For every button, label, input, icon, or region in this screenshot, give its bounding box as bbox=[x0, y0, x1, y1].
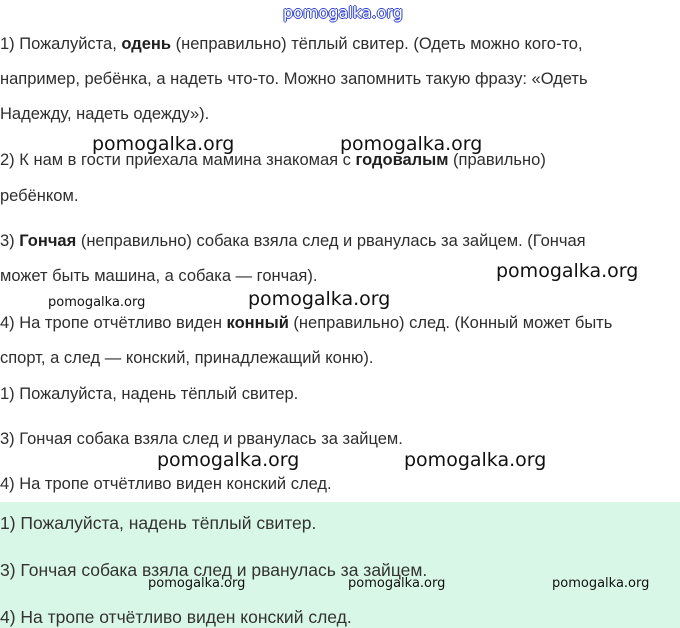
answer-sentence-4: 4) На тропе отчётливо виден конский след. bbox=[0, 607, 352, 627]
highlighted-word: годовалым bbox=[355, 151, 449, 169]
watermark-top: pomogalka.org bbox=[283, 3, 403, 22]
explanation-3-line-1 bbox=[0, 231, 586, 251]
highlighted-word: одень bbox=[121, 35, 172, 53]
watermark: pomogalka.org bbox=[340, 133, 483, 155]
text-segment: (неправильно) собака взяла след и рванулась за зайцем. (Гончая bbox=[76, 232, 586, 250]
explanation-1-line-1 bbox=[0, 34, 583, 54]
watermark: pomogalka.org bbox=[148, 576, 246, 591]
watermark: pomogalka.org bbox=[496, 260, 639, 282]
answer-sentence-3: 3) Гончая собака взяла след и рванулась за зайцем. bbox=[0, 560, 428, 580]
explanation-3-line-2: может быть машина, а собака — гончая). bbox=[0, 267, 318, 285]
watermark: pomogalka.org bbox=[92, 133, 235, 155]
explanation-2-line-1 bbox=[0, 150, 546, 170]
text-segment: 4) На тропе отчётливо виден bbox=[0, 314, 227, 332]
highlighted-word: конный bbox=[226, 314, 289, 332]
corrected-sentence-4: 4) На тропе отчётливо виден конский след. bbox=[0, 475, 332, 493]
answer-box bbox=[0, 502, 680, 628]
watermark: pomogalka.org bbox=[404, 449, 547, 471]
watermark: pomogalka.org bbox=[552, 576, 650, 591]
explanation-4-line-2: спорт, а след — конский, принадлежащий коню). bbox=[0, 349, 374, 367]
answer-sentence-1: 1) Пожалуйста, надень тёплый свитер. bbox=[0, 513, 317, 533]
highlighted-word: Гончая bbox=[19, 232, 77, 250]
watermark: pomogalka.org bbox=[48, 295, 146, 310]
explanation-4-line-1 bbox=[0, 313, 612, 333]
watermark: pomogalka.org bbox=[157, 449, 300, 471]
corrected-sentence-1: 1) Пожалуйста, надень тёплый свитер. bbox=[0, 385, 299, 403]
watermark: pomogalka.org bbox=[348, 576, 446, 591]
text-segment: (неправильно) тёплый свитер. (Одеть можно кого-то, bbox=[171, 35, 583, 53]
text-segment: (неправильно) след. (Конный может быть bbox=[288, 314, 613, 332]
explanation-1-line-3: Надежду, надеть одежду»). bbox=[0, 105, 210, 123]
explanation-1-line-2: например, ребёнка, а надеть что-то. Можно запомнить такую фразу: «Одеть bbox=[0, 70, 588, 88]
text-segment: 2) К нам в гости приехала мамина знакомая с bbox=[0, 151, 356, 169]
corrected-sentence-3: 3) Гончая собака взяла след и рванулась за зайцем. bbox=[0, 430, 403, 448]
text-segment: (правильно) bbox=[448, 151, 546, 169]
explanation-2-line-2: ребёнком. bbox=[0, 187, 79, 205]
text-segment: 1) Пожалуйста, bbox=[0, 35, 122, 53]
text-segment: 3) bbox=[0, 232, 20, 250]
watermark: pomogalka.org bbox=[248, 288, 391, 310]
